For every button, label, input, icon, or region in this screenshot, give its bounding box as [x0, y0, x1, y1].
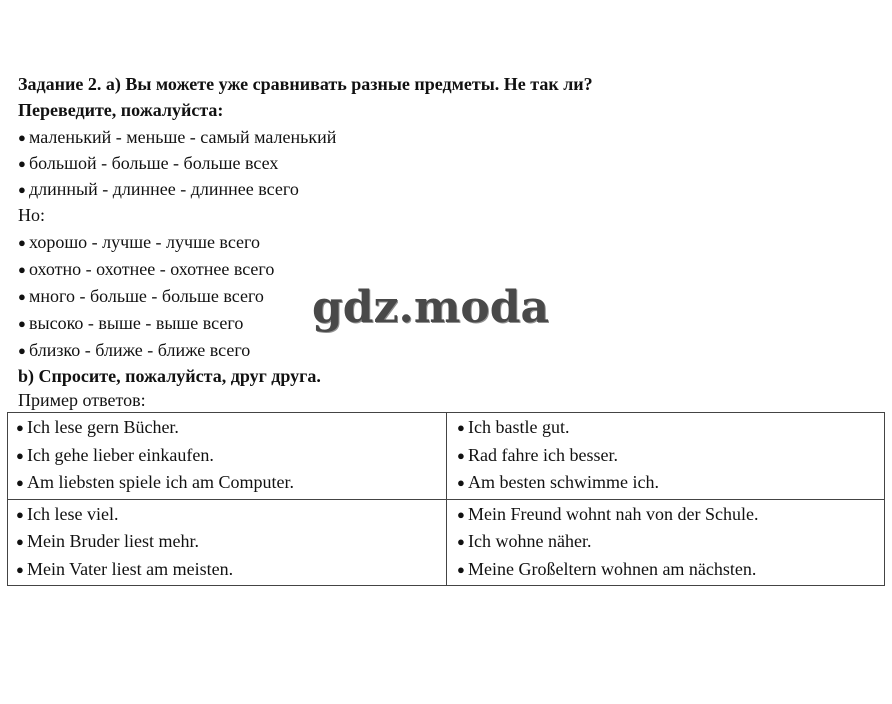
bullet-icon: ● [18, 156, 26, 171]
part-b-heading: b) Спросите, пожалуйста, друг друга. [18, 366, 321, 386]
task-instruction: Переведите, пожалуйста: [18, 100, 224, 120]
table-cell [8, 413, 447, 500]
bullet-icon: ● [18, 235, 26, 250]
but-label: Но: [18, 205, 45, 225]
bullet-icon: ● [457, 506, 465, 522]
list-item: ● маленький - меньше - самый маленький [18, 127, 337, 147]
list-item: ● Ich bastle gut. [457, 414, 884, 442]
list-item: ● высоко - выше - выше всего [18, 313, 244, 333]
list-item: ● близко - ближе - ближе всего [18, 340, 251, 360]
bullet-icon: ● [457, 561, 465, 577]
list-item: ● Ich lese gern Bücher. [16, 414, 446, 442]
list-item: ● Ich wohne näher. [457, 528, 884, 556]
list-item: ● большой - больше - больше всех [18, 153, 279, 173]
list-item: ● Am liebsten spiele ich am Computer. [16, 469, 446, 497]
example-label: Пример ответов: [18, 390, 146, 410]
bullet-icon: ● [16, 561, 24, 577]
table-row [8, 499, 885, 586]
bullet-icon: ● [457, 420, 465, 435]
bullet-icon: ● [16, 420, 24, 435]
list-item: ● Meine Großeltern wohnen am nächsten. [457, 556, 884, 584]
watermark: gdz.moda [312, 282, 550, 333]
table-cell [447, 413, 885, 500]
bullet-icon: ● [16, 506, 24, 522]
table-cell [8, 499, 447, 586]
bullet-icon: ● [18, 130, 26, 145]
task-heading: Задание 2. а) Вы можете уже сравнивать разные предметы. Не так ли? [18, 74, 593, 94]
table-row [8, 413, 885, 500]
list-item: ● длинный - длиннее - длиннее всего [18, 179, 299, 199]
list-item: ● Ich lese viel. [16, 501, 446, 529]
bullet-icon: ● [457, 447, 465, 463]
table-cell [447, 499, 885, 586]
bullet-icon: ● [16, 534, 24, 549]
bullet-icon: ● [18, 182, 26, 197]
list-item: ● Rad fahre ich besser. [457, 442, 884, 470]
list-item: ● Mein Freund wohnt nah von der Schule. [457, 501, 884, 529]
list-item: ● много - больше - больше всего [18, 286, 264, 306]
bullet-icon: ● [18, 289, 26, 304]
list-item: ● Am besten schwimme ich. [457, 469, 884, 497]
list-item: ● Mein Vater liest am meisten. [16, 556, 446, 584]
bullet-icon: ● [16, 447, 24, 463]
bullet-icon: ● [457, 534, 465, 549]
list-item: ● хорошо - лучше - лучше всего [18, 232, 260, 252]
list-item: ● Mein Bruder liest mehr. [16, 528, 446, 556]
list-item: ● Ich gehe lieber einkaufen. [16, 442, 446, 470]
bullet-icon: ● [18, 316, 26, 331]
answers-table [7, 412, 885, 586]
bullet-icon: ● [457, 475, 465, 490]
bullet-icon: ● [18, 343, 26, 358]
bullet-icon: ● [16, 475, 24, 490]
list-item: ● охотно - охотнее - охотнее всего [18, 259, 275, 279]
bullet-icon: ● [18, 262, 26, 277]
